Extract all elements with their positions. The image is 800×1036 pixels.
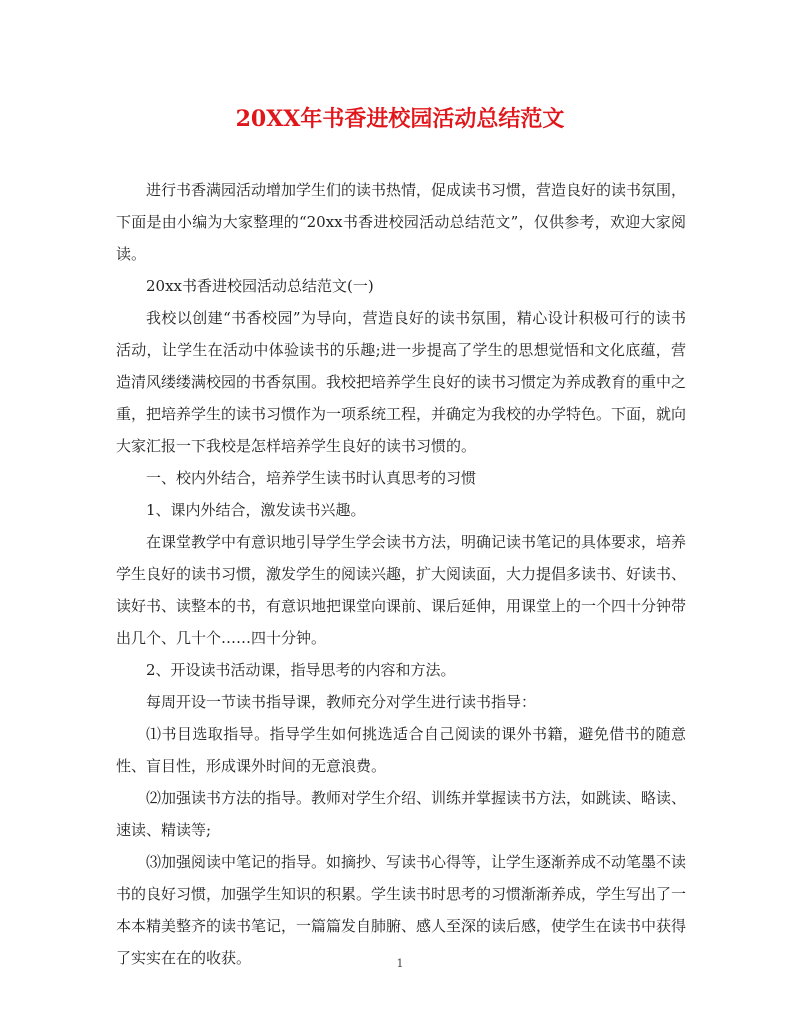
body-paragraph: 在课堂教学中有意识地引导学生学会读书方法，明确记读书笔记的具体要求，培养学生良好的读书习惯，激发学生的阅读兴趣，扩大阅读面，大力提倡多读书、好读书、读好书、读整本的书，有意识地把课堂向课前、课后延伸，用课堂上的一个四十分钟带出几个、几十个……四十分钟。 xyxy=(116,533,687,647)
list-heading: 2、开设读书活动课，指导思考的内容和方法。 xyxy=(146,661,456,679)
list-heading: 1、课内外结合，激发读书兴趣。 xyxy=(146,501,366,519)
intro-paragraph: 进行书香满园活动增加学生们的读书热情，促成读书习惯，营造良好的读书氛围，下面是由小编为大家整理的“20xx书香进校园活动总结范文”，仅供参考，欢迎大家阅读。 xyxy=(116,181,687,263)
body-paragraph: 我校以创建“书香校园”为导向，营造良好的读书氛围，精心设计积极可行的读书活动，让学生在活动中体验读书的乐趣;进一步提高了学生的思想觉悟和文化底蕴，营造清风缕缕满校园的书香氛围。我校把培养学生良好的读书习惯定为养成教育的重中之重，把培养学生的读书习惯作为一项系统工程，并确定为我校的办学特色。下面，就向大家汇报一下我校是怎样培养学生良好的读书习惯的。 xyxy=(116,309,687,455)
numbered-item: ⑴书目选取指导。指导学生如何挑选适合自己阅读的课外书籍，避免借书的随意性、盲目性，形成课外时间的无意浪费。 xyxy=(116,725,686,775)
numbered-item: ⑵加强读书方法的指导。教师对学生介绍、训练并掌握读书方法，如跳读、略读、速读、精读等; xyxy=(116,789,687,839)
subsection-heading: 一、校内外结合，培养学生读书时认真思考的习惯 xyxy=(146,469,477,487)
document-body xyxy=(116,174,686,974)
document-title: 20XX年书香进校园活动总结范文 xyxy=(235,106,565,132)
page-number: 1 xyxy=(396,957,404,970)
body-paragraph: 每周开设一节读书指导课，教师充分对学生进行读书指导： xyxy=(146,693,537,711)
numbered-item: ⑶加强阅读中笔记的指导。如摘抄、写读书心得等，让学生逐渐养成不动笔墨不读书的良好习惯，加强学生知识的积累。学生读书时思考的习惯渐渐养成，学生写出了一本本精美整齐的读书笔记，一篇篇发自肺腑、感人至深的读后感，使学生在读书中获得了实实在在的收获。 xyxy=(116,853,687,967)
section-heading: 20xx书香进校园活动总结范文(一) xyxy=(146,277,374,295)
